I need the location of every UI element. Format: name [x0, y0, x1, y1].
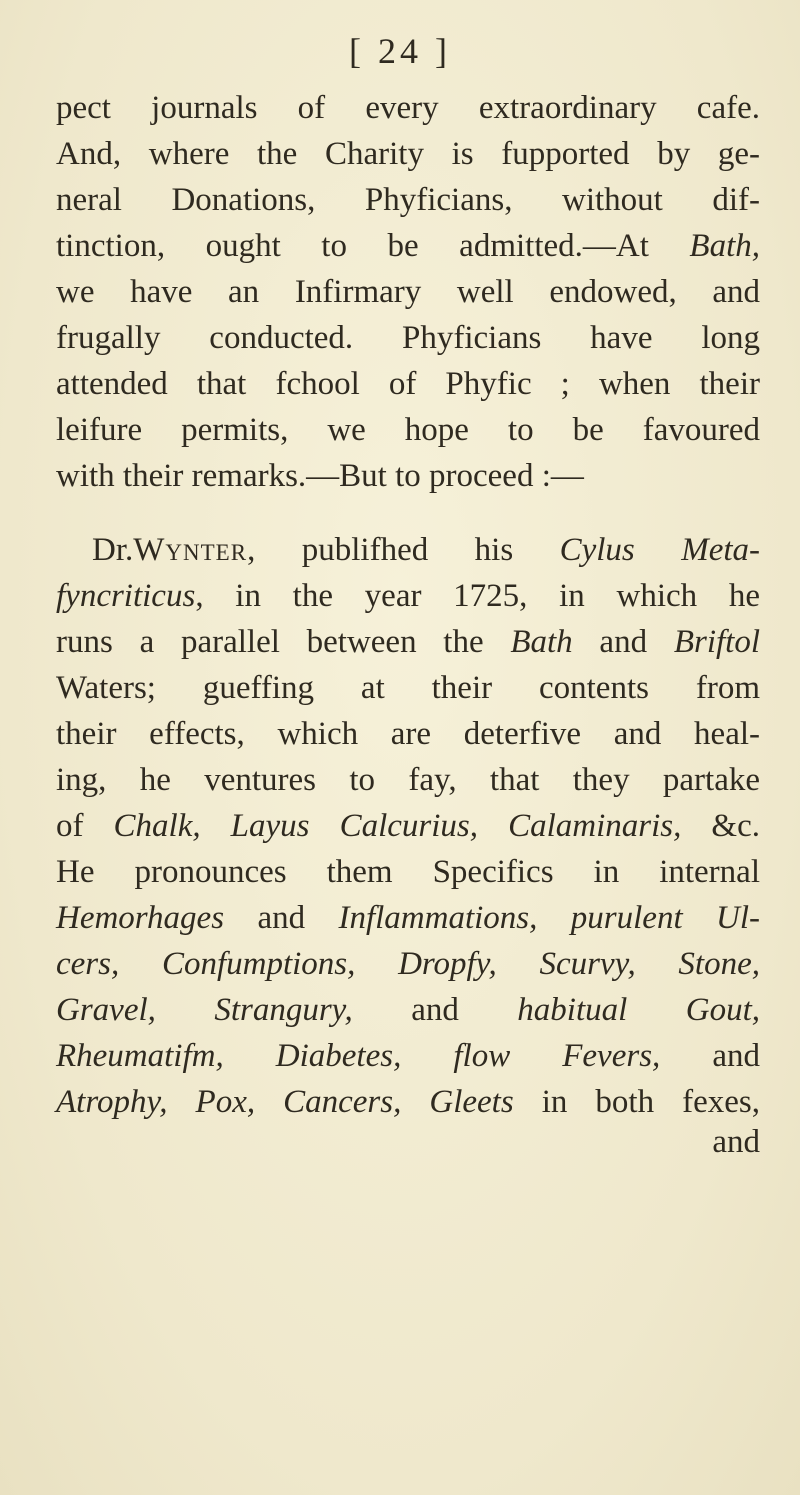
catchword: and [712, 1124, 760, 1160]
text-line: with their remarks.—But to proceed :— [56, 458, 584, 494]
text-line: pect journals of every extraordinary cafe. [56, 90, 760, 126]
text-line: Gravel, Strangury, and habitual Gout, [56, 992, 760, 1028]
text-line: their effects, which are deterfive and heal- [56, 716, 760, 752]
text-line: cers, Confumptions, Dropfy, Scurvy, Stone, [56, 946, 760, 982]
text-line: Hemorhages and Inflammations, purulent Ul- [56, 900, 760, 936]
text-line: we have an Infirmary well endowed, and [56, 274, 760, 310]
text-line: Dr.Wynter, publifhed his Cylus Meta- [92, 532, 761, 568]
text-line: Rheumatifm, Diabetes, flow Fevers, and [56, 1038, 760, 1074]
text-line: fyncriticus, in the year 1725, in which he [56, 578, 760, 614]
page-number-header: [ 24 ] [349, 31, 451, 71]
text-line: runs a parallel between the Bath and Briftol [56, 624, 760, 660]
text-line: leifure permits, we hope to be favoured [56, 412, 760, 448]
text-line: And, where the Charity is fupported by ge- [56, 136, 760, 172]
text-line: attended that fchool of Phyfic ; when their [56, 366, 760, 402]
text-line: He pronounces them Specifics in internal [56, 854, 760, 890]
text-line: Atrophy, Pox, Cancers, Gleets in both fexes, [56, 1084, 760, 1120]
text-line: frugally conducted. Phyficians have long [56, 320, 760, 356]
text-line: tinction, ought to be admitted.—At Bath, [56, 228, 760, 264]
text-line: neral Donations, Phyficians, without dif- [56, 182, 760, 218]
text-line: of Chalk, Layus Calcurius, Calaminaris, &c. [56, 808, 760, 844]
text-line: ing, he ventures to fay, that they partake [56, 762, 760, 798]
text-line: Waters; gueffing at their contents from [56, 670, 760, 706]
